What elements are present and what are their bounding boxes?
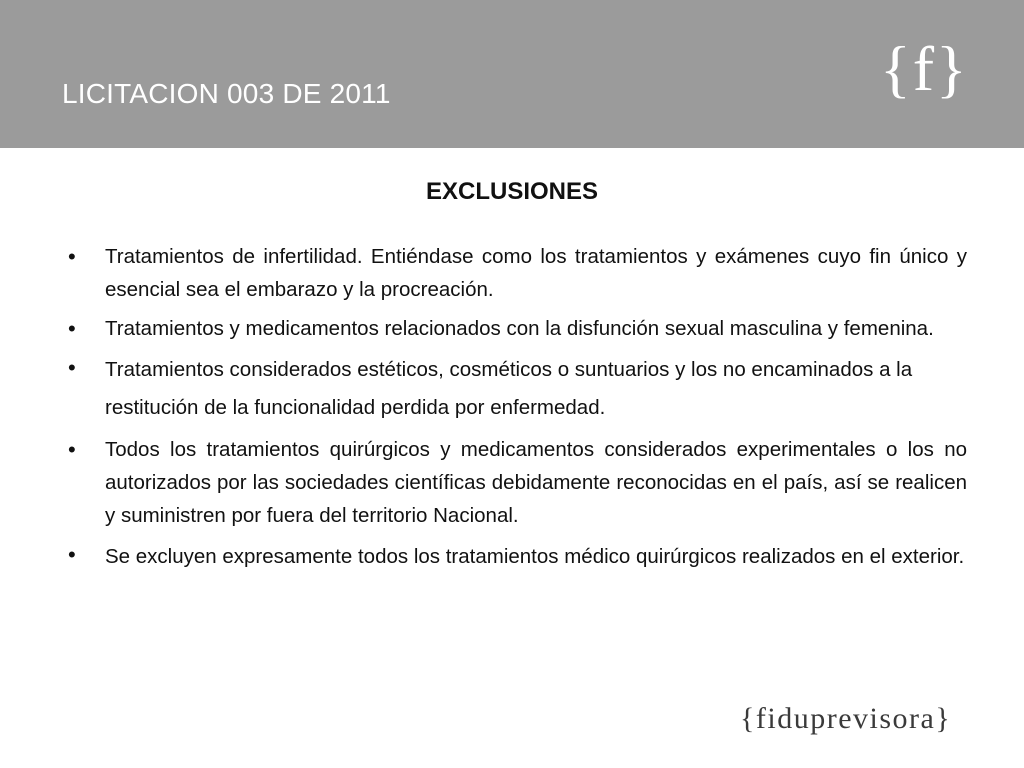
page-title: LICITACION 003 DE 2011 xyxy=(62,78,391,109)
bullet-icon: • xyxy=(68,355,76,380)
list-item xyxy=(60,351,967,427)
bullet-icon: • xyxy=(68,542,76,567)
header-bar xyxy=(0,0,1024,148)
fiduprevisora-mark-logo: {f} xyxy=(880,33,969,104)
list-item-text: Tratamientos y medicamentos relacionados con la disfunción sexual masculina y femenina. xyxy=(105,317,934,340)
list-item xyxy=(60,538,967,576)
list-item-text: Se excluyen expresamente todos los tratamientos médico quirúrgicos realizados en el exterior. xyxy=(105,545,965,568)
fiduprevisora-logo: {fiduprevisora} xyxy=(740,702,952,735)
list-item xyxy=(60,240,967,306)
list-item-text: Todos los tratamientos quirúrgicos y medicamentos considerados experimentales o los no autorizados por las sociedades científicas debidamente reconocidas en el país, así se realicen y suministren por fuera del territorio Nacional. xyxy=(105,438,967,527)
exclusions-list xyxy=(60,240,967,582)
bullet-icon: • xyxy=(68,437,76,462)
section-title: EXCLUSIONES xyxy=(425,178,599,205)
bullet-icon: • xyxy=(68,316,76,341)
list-item-text: Tratamientos considerados estéticos, cosméticos o suntuarios y los no encaminados a la restitución de la funcionalidad perdida por enfermedad. xyxy=(105,358,913,419)
list-item xyxy=(60,433,967,532)
bullet-icon: • xyxy=(68,244,76,269)
list-item-text: Tratamientos de infertilidad. Entiéndase como los tratamientos y exámenes cuyo fin único y esencial sea el embarazo y la procreación. xyxy=(105,245,967,301)
list-item xyxy=(60,312,967,345)
